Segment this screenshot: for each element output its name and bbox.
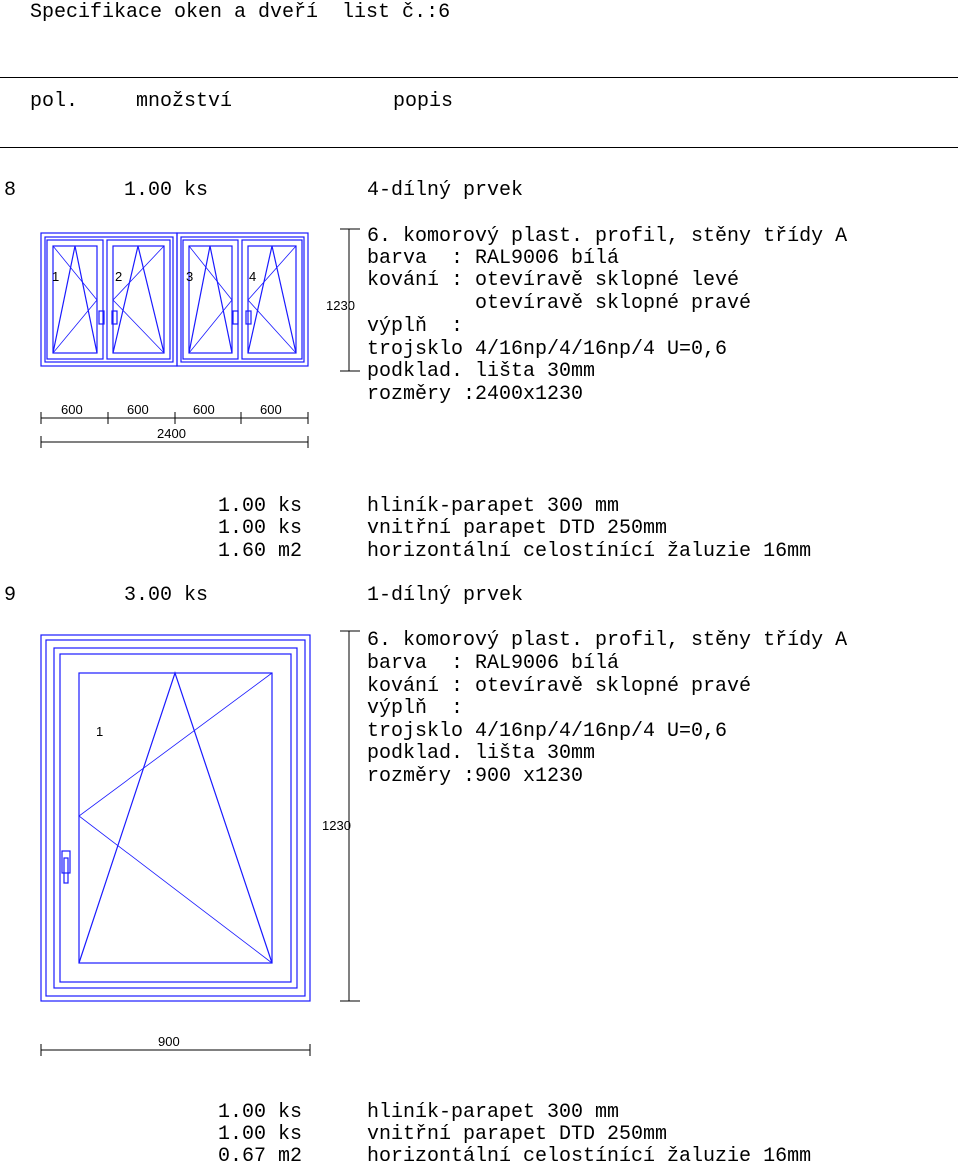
page-title: Specifikace oken a dveří list č.:6 [30, 1, 451, 24]
accessory-qty: 1.00 ks [218, 1101, 303, 1124]
accessory-qty: 1.00 ks [218, 495, 303, 518]
item-pol: 8 [4, 179, 17, 202]
accessory-qty: 1.60 m2 [218, 540, 303, 563]
width-total-label: 2400 [157, 426, 186, 441]
desc-line: rozměry :2400x1230 [367, 383, 584, 406]
accessory-text: horizontální celostínící žaluzie 16mm [367, 540, 812, 563]
accessory-text: hliník-parapet 300 mm [367, 495, 620, 518]
desc-line: výplň : [367, 315, 464, 338]
width-part-label: 600 [61, 402, 83, 417]
desc-line: trojsklo 4/16np/4/16np/4 U=0,6 [367, 720, 728, 743]
width-part-label: 600 [260, 402, 282, 417]
desc-line: barva : RAL9006 bílá [367, 247, 620, 270]
accessory-qty: 1.00 ks [218, 517, 303, 540]
item-qty: 1.00 ks [124, 179, 209, 202]
accessory-text: hliník-parapet 300 mm [367, 1101, 620, 1124]
accessory-qty: 0.67 m2 [218, 1145, 303, 1168]
width-part-label: 600 [193, 402, 215, 417]
accessory-text: vnitřní parapet DTD 250mm [367, 517, 668, 540]
item-name: 4-dílný prvek [367, 179, 524, 202]
height-dimension-label: 1230 [326, 298, 355, 313]
column-header-pol: pol. [30, 90, 79, 113]
width-total-label: 900 [158, 1034, 180, 1049]
column-header-popis: popis [393, 90, 454, 113]
item-name: 1-dílný prvek [367, 584, 524, 607]
desc-line: podklad. lišta 30mm [367, 742, 596, 765]
accessory-text: horizontální celostínící žaluzie 16mm [367, 1145, 812, 1168]
desc-line: rozměry :900 x1230 [367, 765, 584, 788]
sash-label: 3 [186, 269, 194, 284]
accessory-text: vnitřní parapet DTD 250mm [367, 1123, 668, 1146]
desc-line: trojsklo 4/16np/4/16np/4 U=0,6 [367, 338, 728, 361]
desc-line: barva : RAL9006 bílá [367, 652, 620, 675]
desc-line: výplň : [367, 697, 464, 720]
height-dimension-label: 1230 [322, 818, 351, 833]
width-part-label: 600 [127, 402, 149, 417]
desc-line: kování : otevíravě sklopné pravé [367, 675, 752, 698]
desc-line: kování : otevíravě sklopné levé [367, 269, 740, 292]
desc-line: otevíravě sklopné pravé [367, 292, 752, 315]
item-pol: 9 [4, 584, 17, 607]
accessory-qty: 1.00 ks [218, 1123, 303, 1146]
desc-line: 6. komorový plast. profil, stěny třídy A [367, 629, 848, 652]
sash-label: 4 [249, 269, 257, 284]
sash-label: 1 [52, 269, 60, 284]
sash-label: 1 [96, 724, 104, 739]
sash-label: 2 [115, 269, 123, 284]
column-header-mnozstvi: množství [136, 90, 233, 113]
desc-line: 6. komorový plast. profil, stěny třídy A [367, 225, 848, 248]
desc-line: podklad. lišta 30mm [367, 360, 596, 383]
item-qty: 3.00 ks [124, 584, 209, 607]
